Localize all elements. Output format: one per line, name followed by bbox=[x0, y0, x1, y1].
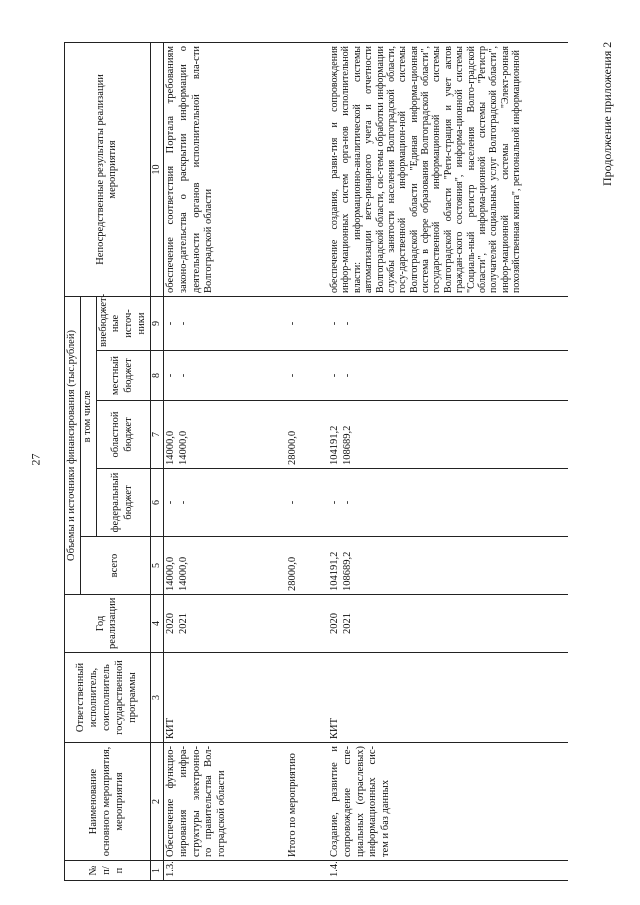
header-year: Год реализации bbox=[65, 595, 151, 653]
row-federal: - bbox=[286, 469, 328, 537]
table-row bbox=[163, 42, 286, 880]
row-regional: 28000,0 bbox=[286, 401, 328, 469]
table-row bbox=[328, 42, 568, 880]
col-number: 5 bbox=[150, 537, 163, 595]
col-number: 7 bbox=[150, 401, 163, 469]
row-local: - bbox=[286, 351, 328, 401]
page-number: 27 bbox=[28, 453, 43, 466]
row-num: 1.4. bbox=[328, 861, 568, 881]
header-results: Непосредственные результаты реализации мероприятия bbox=[65, 42, 151, 296]
row-federal: - - bbox=[328, 469, 568, 537]
header-local: местный бюджет bbox=[96, 351, 150, 401]
row-local: - - bbox=[328, 351, 568, 401]
row-extrabudget: - - bbox=[328, 296, 568, 350]
row-responsible: КИТ bbox=[163, 653, 286, 743]
row-extrabudget: - bbox=[286, 296, 328, 350]
row-name: Создание, развитие и сопровождение спе-циальных (отраслевых) информационных сис-тем и баз данных bbox=[328, 743, 568, 861]
header-funding: Объемы и источники финансирования (тыс.рублей) bbox=[65, 296, 81, 594]
col-number: 10 bbox=[150, 42, 163, 296]
row-years: 2020 2021 bbox=[328, 595, 568, 653]
row-result: обеспечение соответствия Портала требованиям законо-дательства о раскрытии информации о деятельности органов исполнительной вла-сти Волгоградской области bbox=[163, 42, 286, 296]
row-num: 1.3. bbox=[163, 861, 286, 881]
col-number: 2 bbox=[150, 743, 163, 861]
row-local: - - bbox=[163, 351, 286, 401]
appendix-caption: Продолжение приложения 2 bbox=[600, 41, 614, 186]
row-years: 2020 2021 bbox=[163, 595, 286, 653]
row-name: Итого по мероприятию bbox=[286, 743, 328, 861]
col-number: 9 bbox=[150, 296, 163, 350]
col-number: 6 bbox=[150, 469, 163, 537]
rotated-table-wrapper bbox=[64, 43, 630, 881]
row-federal: - - bbox=[163, 469, 286, 537]
header-num: № п/п bbox=[65, 861, 151, 881]
row-regional: 104191,2 108689,2 bbox=[328, 401, 568, 469]
header-total: всего bbox=[80, 537, 150, 595]
header-regional: областной бюджет bbox=[96, 401, 150, 469]
header-federal: федеральный бюджет bbox=[96, 469, 150, 537]
row-result: обеспечение создания, разви-тия и сопровождения инфор-мационных систем орга-нов исполнительной власти: информационно-аналитической системы автоматизации вете-ринарного учета и отчетности Волгоградской области, сис-темы обработки информации службы занятости населения Волгоградской области, госу-дарственной информацион-ной системы Волгоградской области "Единая информа-ционная система в сфере образования Волгоградской области", государственной информационной системы Волгоградской области "Реги-страция и учет актов граждан-ского состояния", информа-ционной системы "Социаль-ный регистр населения Волго-градской области", информа-ционной системы "Регистр получателей социальных услуг Волгоградской области", инфор-мационной системы "Элект-ронная похозяйственная книга", региональной информационной bbox=[328, 42, 568, 296]
col-number: 4 bbox=[150, 595, 163, 653]
col-number: 3 bbox=[150, 653, 163, 743]
header-extrabudget: внебюджет-ные источ-ники bbox=[96, 296, 150, 350]
table-row bbox=[286, 42, 328, 880]
row-responsible: КИТ bbox=[328, 653, 568, 743]
program-activities-table bbox=[64, 42, 568, 881]
header-name: Наименование основного мероприятия, мероприятия bbox=[65, 743, 151, 861]
row-responsible bbox=[286, 653, 328, 743]
row-total: 14000,0 14000,0 bbox=[163, 537, 286, 595]
row-years bbox=[286, 595, 328, 653]
row-regional: 14000,0 14000,0 bbox=[163, 401, 286, 469]
header-including: в том числе bbox=[80, 296, 96, 536]
col-number: 8 bbox=[150, 351, 163, 401]
row-num bbox=[286, 861, 328, 881]
row-result bbox=[286, 42, 328, 296]
col-number: 1 bbox=[150, 861, 163, 881]
row-extrabudget: - - bbox=[163, 296, 286, 350]
header-responsible: Ответственный исполнитель, соисполнитель государственной программы bbox=[65, 653, 151, 743]
row-total: 28000,0 bbox=[286, 537, 328, 595]
row-total: 104191,2 108689,2 bbox=[328, 537, 568, 595]
row-name: Обеспечение функцио-нирования инфра-структуры электронно-го правительства Вол-гоградской области bbox=[163, 743, 286, 861]
